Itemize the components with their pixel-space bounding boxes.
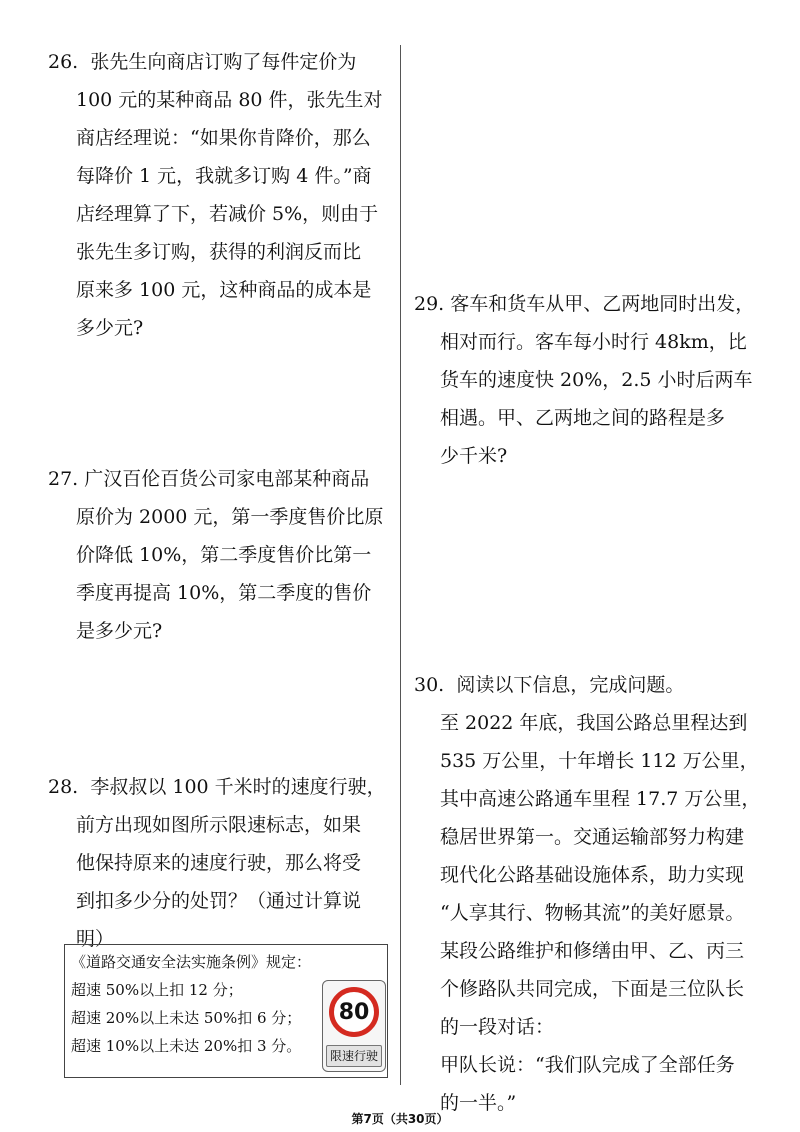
question-line: 相遇。甲、乙两地之间的路程是多 xyxy=(440,407,726,429)
question-line: 原来多 100 元，这种商品的成本是 xyxy=(76,279,372,301)
question-number: 29. xyxy=(414,293,445,315)
question-line: 稳居世界第一。交通运输部努力构建 xyxy=(440,826,745,848)
question-line: 少千米? xyxy=(440,445,508,467)
question-line: 26. 张先生向商店订购了每件定价为 xyxy=(48,43,383,81)
question-line: 27. 广汉百伦百货公司家电部某种商品 xyxy=(48,460,383,498)
question-number: 30. xyxy=(414,674,445,696)
speed-limit-circle xyxy=(329,987,379,1037)
question-28 xyxy=(48,768,386,958)
question-line: 现代化公路基础设施体系，助力实现 xyxy=(440,864,745,886)
question-line: 多少元? xyxy=(76,317,144,339)
question-line: 某段公路维护和修缮由甲、乙、丙三 xyxy=(440,940,745,962)
question-line: 货车的速度快 20%，2.5 小时后两车 xyxy=(440,369,753,391)
question-line: 张先生多订购，获得的利润反而比 xyxy=(76,241,362,263)
question-line: 是多少元? xyxy=(76,620,163,642)
question-line: 535 万公里，十年增长 112 万公里， xyxy=(440,750,759,772)
question-line: 的一段对话： xyxy=(440,1016,555,1038)
rule-line: 超速 50%以上扣 12 分； xyxy=(71,981,243,999)
question-line: 100 元的某种商品 80 件，张先生对 xyxy=(76,89,383,111)
question-number: 27. xyxy=(48,468,79,490)
question-29 xyxy=(414,285,754,475)
question-line: 其中高速公路通车里程 17.7 万公里， xyxy=(440,788,761,810)
question-30 xyxy=(414,666,760,1122)
page-footer: 第7页（共30页） xyxy=(351,1112,449,1126)
question-number: 28. xyxy=(48,776,79,798)
question-line: 到扣多少分的处罚？（通过计算说 xyxy=(76,890,362,912)
question-line: 商店经理说：“如果你肯降价，那么 xyxy=(76,127,371,149)
question-line: 甲队长说：“我们队完成了全部任务 xyxy=(440,1054,735,1076)
question-line: 前方出现如图所示限速标志，如果 xyxy=(76,814,362,836)
question-line: 季度再提高 10%，第二季度的售价 xyxy=(76,582,372,604)
question-line: 他保持原来的速度行驶，那么将受 xyxy=(76,852,362,874)
question-line: 每降价 1 元，我就多订购 4 件。”商 xyxy=(76,165,372,187)
question-line: 30. 阅读以下信息，完成问题。 xyxy=(414,666,760,704)
question-line: 28. 李叔叔以 100 千米时的速度行驶， xyxy=(48,768,386,806)
question-27 xyxy=(48,460,383,650)
question-line: “人享其行、物畅其流”的美好愿景。 xyxy=(440,902,745,924)
question-line: 价降低 10%，第二季度售价比第一 xyxy=(76,544,372,566)
question-26 xyxy=(48,43,383,347)
column-divider xyxy=(400,45,401,1085)
rule-line: 超速 10%以上未达 20%扣 3 分。 xyxy=(71,1037,302,1055)
rule-line: 超速 20%以上未达 50%扣 6 分； xyxy=(71,1009,302,1027)
speed-limit-sign xyxy=(322,980,386,1072)
question-line: 原价为 2000 元，第一季度售价比原 xyxy=(76,506,384,528)
question-line: 的一半。” xyxy=(440,1092,517,1114)
question-line: 29. 客车和货车从甲、乙两地同时出发， xyxy=(414,285,754,323)
question-line: 店经理算了下，若减价 5%，则由于 xyxy=(76,203,379,225)
question-number: 26. xyxy=(48,51,79,73)
rules-title: 《道路交通安全法实施条例》规定： xyxy=(71,953,312,971)
question-line: 明） xyxy=(76,928,115,950)
question-line: 至 2022 年底，我国公路总里程达到 xyxy=(440,712,748,734)
question-line: 相对而行。客车每小时行 48km，比 xyxy=(440,331,747,353)
question-line: 个修路队共同完成，下面是三位队长 xyxy=(440,978,745,1000)
speed-limit-value: 80 xyxy=(338,999,370,1025)
speed-limit-label: 限速行驶 xyxy=(326,1045,382,1067)
